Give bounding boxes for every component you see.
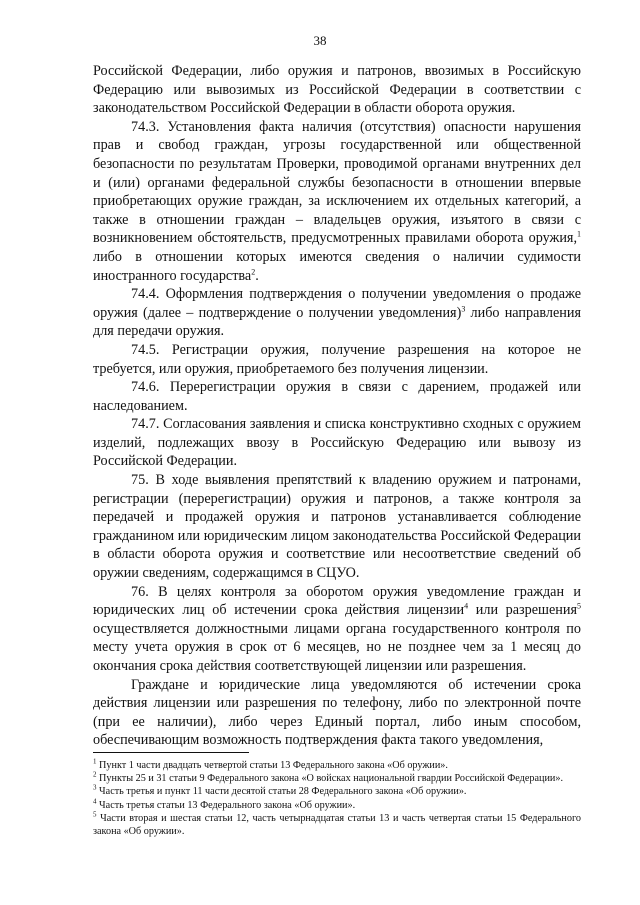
footnote-5 <box>93 812 581 838</box>
footnote-text: Части вторая и шестая статьи 12, часть четырнадцатая статьи 13 и часть четвертая статьи 15 Федерального закона «Об оружии». <box>93 812 581 838</box>
paragraph-text: . <box>255 267 259 284</box>
footnote-1 <box>93 759 581 772</box>
paragraph-text: 74.4. Оформления подтверждения о получении уведомления о продаже оружия (далее – подтверждение о получении уведомления) <box>93 286 581 321</box>
paragraph-text: 74.7. Согласования заявления и списка конструктивно сходных с оружием изделий, подлежащих ввозу в Российскую Федерацию или вывозу из Российской Федерации. <box>93 416 581 470</box>
footnote-ref: 1 <box>577 229 581 239</box>
footnote-text: Часть третья и пункт 11 части десятой статьи 28 Федерального закона «Об оружии». <box>96 786 467 798</box>
paragraph-74-3 <box>93 118 581 285</box>
paragraph-76 <box>93 583 581 676</box>
paragraph-notification <box>93 676 581 750</box>
footnote-mark: 5 <box>93 810 97 819</box>
paragraph-text: 74.3. Установления факта наличия (отсутствия) опасности нарушения прав и свобод граждан, угрозы государственной или общественной безопасности по результатам Проверки, проводимой органами внутренних дел и (или) органами федеральной службы безопасности в отношении впервые приобретающих оружие граждан, за исключением их отдельных категорий, а также в отношении граждан – владельцев оружия, изъятого в связи с возникновением обстоятельств, предусмотренных правилами оборота оружия, <box>93 118 581 247</box>
footnote-ref: 3 <box>461 303 466 313</box>
footnote-4 <box>93 799 581 812</box>
paragraph-75 <box>93 471 581 583</box>
paragraph-74-7 <box>93 415 581 471</box>
footnote-2 <box>93 772 581 785</box>
paragraph-text: 74.6. Перерегистрации оружия в связи с дарением, продажей или наследованием. <box>93 379 581 414</box>
body-text <box>93 62 581 750</box>
paragraph-text: осуществляется должностными лицами органа государственного контроля по месту учета оружия в срок от 6 месяцев, но не позднее чем за 1 месяц до окончания срока действия соответствующей лицензии или разрешения. <box>93 620 581 674</box>
footnote-separator <box>93 752 249 753</box>
footnote-text: Часть третья статьи 13 Федерального закона «Об оружии». <box>96 799 356 811</box>
footnote-ref: 5 <box>577 601 581 611</box>
paragraph-text: либо направления для передачи оружия. <box>93 304 581 340</box>
paragraph-text: 76. В целях контроля за оборотом оружия уведомление граждан и юридических лиц об истечении срока действия лицензии <box>93 583 581 619</box>
paragraph-text: Российской Федерации, либо оружия и патронов, ввозимых в Российскую Федерацию или вывозимых из Российской Федерации в соответствии с законодательством Российской Федерации в области оборота оружия. <box>93 63 581 117</box>
footnote-ref: 4 <box>464 601 469 611</box>
footnotes <box>93 759 581 838</box>
paragraph-text: 74.5. Регистрации оружия, получение разрешения на которое не требуется, или оружия, приобретаемого без получения лицензии. <box>93 341 581 377</box>
footnote-mark: 4 <box>93 797 97 806</box>
paragraph-74-6 <box>93 378 581 415</box>
footnote-text: Пункт 1 части двадцать четвертой статьи 13 Федерального закона «Об оружии». <box>96 760 448 771</box>
paragraph-text: или разрешения <box>468 602 577 619</box>
paragraph-text: либо в отношении которых имеются сведения о наличии судимости иностранного государства <box>93 248 581 284</box>
footnote-ref: 2 <box>251 266 256 276</box>
paragraph-74-5 <box>93 341 581 378</box>
page-number: 38 <box>313 33 327 48</box>
paragraph-text: Граждане и юридические лица уведомляются об истечении срока действия лицензии или разрешения по телефону, либо по электронной почте (при ее наличии), либо через Единый портал, либо иным способом, обеспечивающим возможность подтверждения факта такого уведомления, <box>93 676 581 749</box>
footnote-mark: 3 <box>93 784 97 793</box>
footnote-mark: 2 <box>93 770 97 779</box>
paragraph-continuation <box>93 62 581 118</box>
paragraph-74-4 <box>93 285 581 341</box>
footnote-mark: 1 <box>93 757 97 766</box>
footnote-text: Пункты 25 и 31 статьи 9 Федерального закона «О войсках национальной гвардии Российской Федерации». <box>96 773 563 785</box>
paragraph-text: 75. В ходе выявления препятствий к владению оружием и патронами, регистрации (перерегистрации) оружия и патронов, а также контроля за передачей и продажей оружия и патронов устанавливается соблюдение гражданином или юридическим лицом законодательства Российской Федерации в области оборота оружия и соответствие или несоответствие сведений об оружии сведениям, содержащимся в СЦУО. <box>93 472 581 582</box>
footnote-3 <box>93 785 581 798</box>
